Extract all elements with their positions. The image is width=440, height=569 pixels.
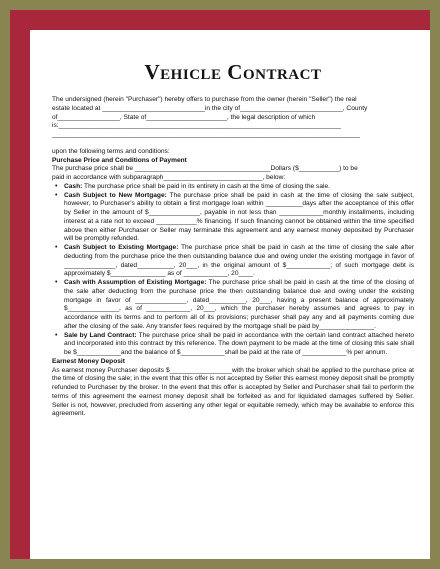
option-label: Cash Subject to New Mortgage: (64, 191, 167, 199)
intro-line-4: is:_____________________________________________________________________________ (52, 122, 341, 130)
intro-line-2: estate located at ____________________________in the city of____________________________, County (52, 104, 368, 112)
list-item (64, 279, 414, 332)
option-label: Cash: (64, 182, 83, 190)
option-label: Sale by Land Contract: (64, 331, 137, 339)
list-item (64, 244, 414, 279)
page-border (10, 10, 430, 559)
list-item (64, 332, 414, 358)
earnest-paragraph: As earnest money Purchaser deposits $_________________with the broker which shall be applied to the purchase price at the time of closing the sale; in the event that this offer is not accepted by Seller this earnest money deposit shall be promptly refunded to Purchaser by the broker. In the event that this offer is accepted by Seller and Purchaser shall fail to perform the terms of this agreement the earnest money deposit shall be forfeited as and for liquidated damages suffered by Seller. Seller is not, however, precluded from asserting any other legal or equitable remedy, which may be available to enforce this agreement. (52, 366, 414, 418)
spacer (52, 140, 414, 148)
option-text: The purchase price shall be paid in cash at the time of the closing of the sale after deducting from the purchase price the then outstanding balance due and owing under the existing mortgage in favor of ______________, dated__________, 20___, having a present balance of approximately $______________, as of ____________, 20___, which the purchaser hereby assumes and agrees to pay in accordance with its terms and to perform all of its provisions; purchaser shall pay any and all payments coming due after the closing of the sale. Any transfer fees required by the mortgage shall be paid by_______________. (64, 279, 414, 330)
intro-line-5: ____________________________________________________________________________________ (52, 131, 361, 138)
list-item (64, 183, 414, 192)
price-line-1: The purchase price shall be _____________________________________Dollars ($___________) to be (52, 165, 358, 173)
payment-options-list (52, 183, 414, 358)
option-label: Cash with Assumption of Existing Mortgage: (64, 279, 207, 286)
document-page (30, 30, 430, 559)
intro-block (52, 96, 414, 140)
option-text: The purchase price shall be paid in accordance with the certain land contract attached hereto and incorporated into this contract by this reference. The down payment to be made at the time of closing this sale shall be $____________and the balance of $____________shall be paid at the rate of ____________% per annum. (64, 331, 414, 356)
document-title: Vehicle Contract (144, 60, 322, 84)
section-heading-earnest: Earnest Money Deposit (52, 357, 125, 365)
price-line-2: paid in accordance with subparagraph___________________________, below: (52, 174, 286, 181)
section-heading-price: Purchase Price and Conditions of Payment (52, 156, 187, 164)
intro-line-1: The undersigned (herein "Purchaser") hereby offers to purchase from the owner (herein "Seller") the real (52, 96, 357, 103)
option-text: The purchase price shall be paid in cash at the time of closing the sale subject, however, to Purchaser's ability to obtain a first mortgage loan within __________days after the acceptance of this offer by Seller in the amount of $______________, payable in not less than ____________monthly installments, including interest at a rate not to exceed ___________% financing. If such financing cannot be obtained within the time specified above then either Purchaser or Seller may terminate this agreement and any earnest money deposited by Purchaser will be promptly refunded. (64, 191, 414, 243)
intro-line-3: of_________________, State of______________________, the legal description of which (52, 113, 316, 121)
option-text: The purchase price shall be paid in cash at the time of closing the sale after deducting from the purchase price the then outstanding balance due and owing under the existing mortgage in favor of ______________, dated__________, 20___, in the original amount of $____________; of such mortgage debt is approximately $_______________ as of ____________, 20____. (64, 244, 414, 278)
option-text: The purchase price shall be paid in its entirety in cash at the time of closing the sale. (82, 182, 330, 190)
option-label: Cash Subject to Existing Mortgage: (64, 244, 179, 251)
terms-line: upon the following terms and conditions: (52, 147, 170, 155)
list-item (64, 192, 414, 245)
